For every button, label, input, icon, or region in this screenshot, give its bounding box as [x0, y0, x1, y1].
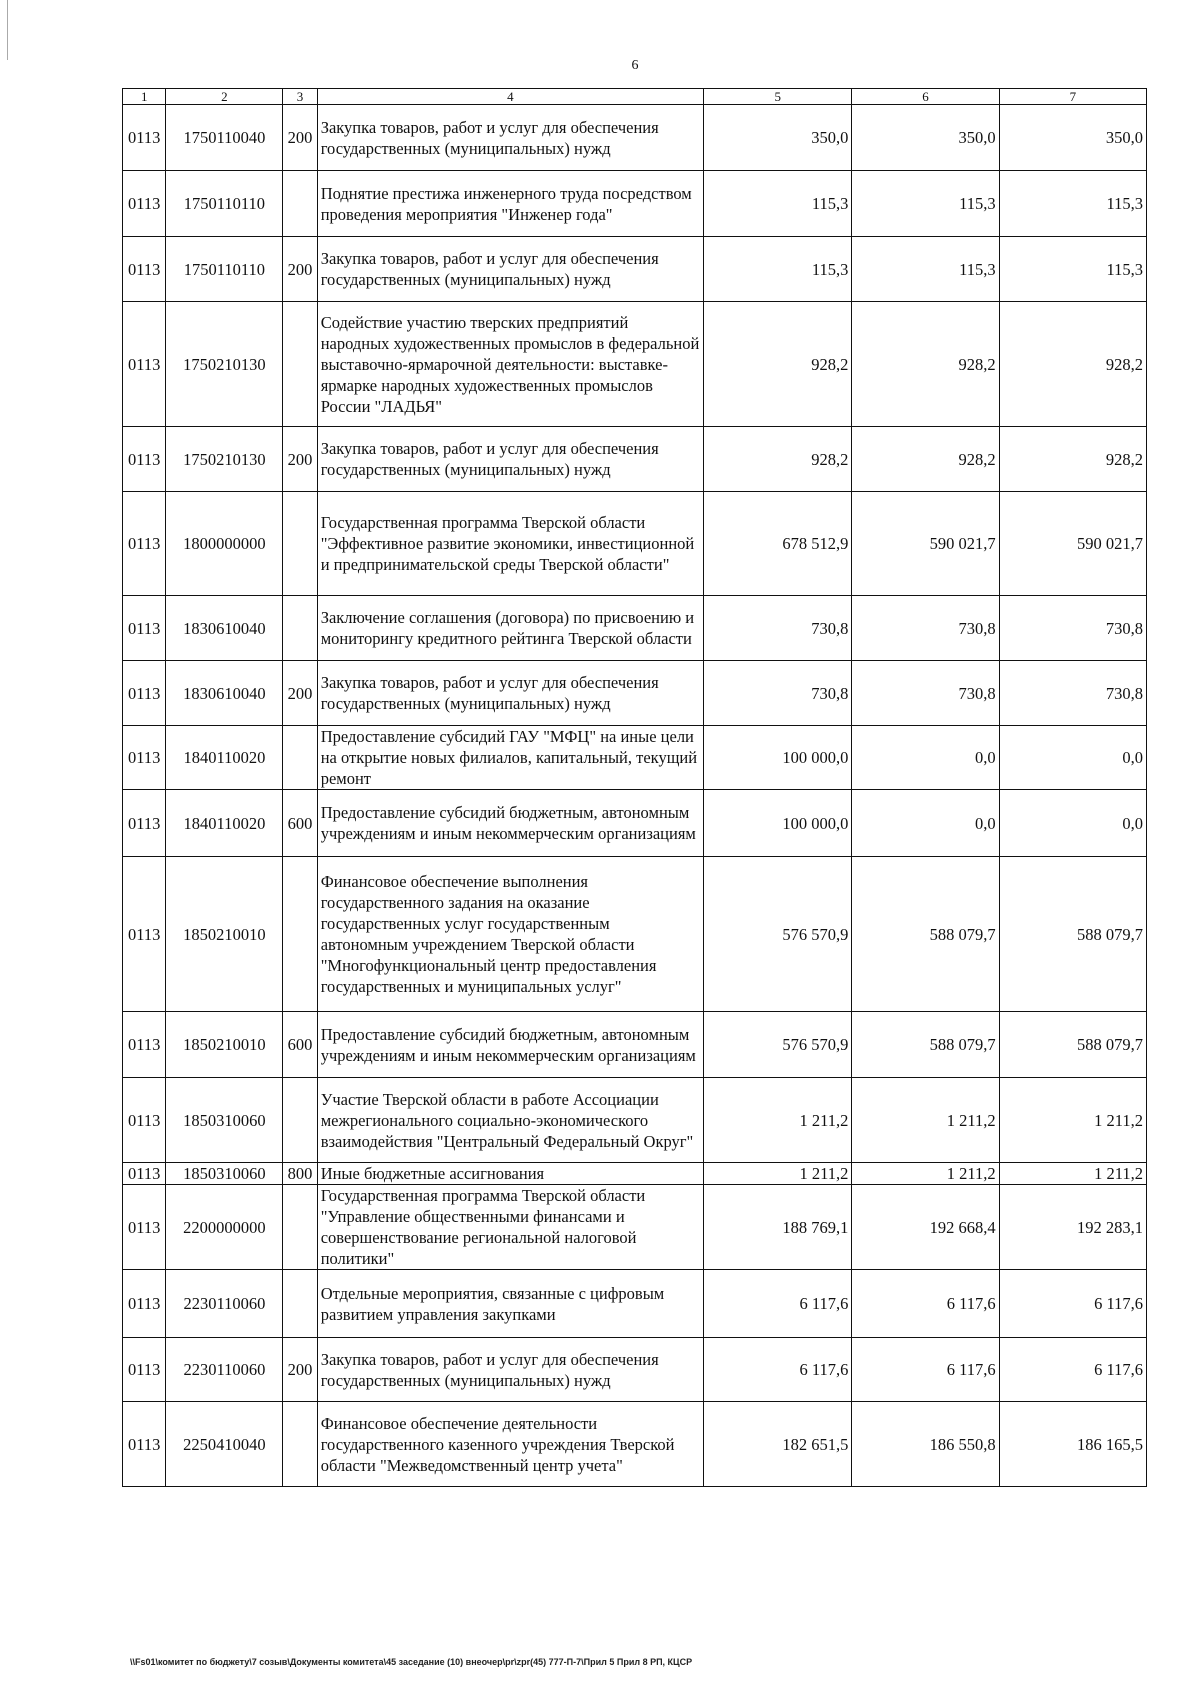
table-row: [123, 1078, 1147, 1163]
cell-amount-col5: 678 512,9: [704, 492, 852, 596]
cell-target-code: 1840110020: [166, 726, 283, 790]
cell-section: 0113: [123, 171, 166, 237]
scan-edge-line: [7, 0, 8, 60]
cell-amount-col6: 115,3: [852, 237, 999, 302]
cell-name: Отдельные мероприятия, связанные с цифровым развитием управления закупками: [317, 1270, 703, 1338]
cell-expense-type: [283, 1078, 317, 1163]
cell-expense-type: 200: [283, 237, 317, 302]
cell-section: 0113: [123, 790, 166, 857]
cell-amount-col5: 730,8: [704, 661, 852, 726]
cell-amount-col7: 928,2: [999, 302, 1146, 427]
column-header-4: 4: [317, 89, 703, 105]
cell-name: Закупка товаров, работ и услуг для обеспечения государственных (муниципальных) нужд: [317, 1338, 703, 1402]
table-row: [123, 1402, 1147, 1487]
cell-expense-type: 200: [283, 1338, 317, 1402]
cell-target-code: 1830610040: [166, 661, 283, 726]
cell-section: 0113: [123, 237, 166, 302]
cell-amount-col7: 350,0: [999, 105, 1146, 171]
cell-target-code: 1850210010: [166, 1012, 283, 1078]
cell-expense-type: 600: [283, 1012, 317, 1078]
cell-amount-col7: 1 211,2: [999, 1078, 1146, 1163]
cell-target-code: 2250410040: [166, 1402, 283, 1487]
cell-amount-col7: 115,3: [999, 237, 1146, 302]
page-number: 6: [631, 58, 639, 73]
table-body: [123, 105, 1147, 1487]
cell-expense-type: [283, 726, 317, 790]
table-row: [123, 427, 1147, 492]
cell-amount-col6: 0,0: [852, 790, 999, 857]
cell-section: 0113: [123, 661, 166, 726]
column-header-3: 3: [283, 89, 317, 105]
cell-amount-col6: 186 550,8: [852, 1402, 999, 1487]
table-row: [123, 492, 1147, 596]
cell-amount-col6: 730,8: [852, 596, 999, 661]
table-row: [123, 1185, 1147, 1270]
cell-section: 0113: [123, 596, 166, 661]
cell-name: Финансовое обеспечение выполнения государственного задания на оказание государственных услуг государственным автономным учреждением Тверской области "Многофункциональный центр предоставления государственных и муниципальных услуг": [317, 857, 703, 1012]
cell-expense-type: 800: [283, 1163, 317, 1185]
table-row: [123, 661, 1147, 726]
cell-amount-col7: 0,0: [999, 790, 1146, 857]
cell-name: Предоставление субсидий бюджетным, автономным учреждениям и иным некоммерческим организациям: [317, 790, 703, 857]
cell-name: Заключение соглашения (договора) по присвоению и мониторингу кредитного рейтинга Тверской области: [317, 596, 703, 661]
cell-amount-col5: 576 570,9: [704, 857, 852, 1012]
cell-amount-col7: 590 021,7: [999, 492, 1146, 596]
table-header: [123, 89, 1147, 105]
cell-name: Государственная программа Тверской области "Управление общественными финансами и совершенствование региональной налоговой политики": [317, 1185, 703, 1270]
cell-target-code: 1850310060: [166, 1163, 283, 1185]
cell-name: Содействие участию тверских предприятий народных художественных промыслов в федеральной выставочно-ярмарочной деятельности: выставке-ярмарке народных художественных промыслов России "ЛАДЬЯ": [317, 302, 703, 427]
table-row: [123, 1163, 1147, 1185]
cell-expense-type: [283, 857, 317, 1012]
table-row: [123, 302, 1147, 427]
cell-target-code: 1850310060: [166, 1078, 283, 1163]
cell-amount-col5: 350,0: [704, 105, 852, 171]
column-header-5: 5: [704, 89, 852, 105]
cell-amount-col6: 1 211,2: [852, 1078, 999, 1163]
cell-target-code: 2230110060: [166, 1270, 283, 1338]
cell-amount-col5: 1 211,2: [704, 1078, 852, 1163]
cell-amount-col7: 6 117,6: [999, 1270, 1146, 1338]
cell-amount-col5: 730,8: [704, 596, 852, 661]
cell-amount-col5: 115,3: [704, 171, 852, 237]
table-row: [123, 171, 1147, 237]
cell-expense-type: [283, 171, 317, 237]
column-header-1: 1: [123, 89, 166, 105]
cell-amount-col5: 576 570,9: [704, 1012, 852, 1078]
budget-table: [122, 88, 1147, 1487]
cell-section: 0113: [123, 427, 166, 492]
cell-expense-type: [283, 1402, 317, 1487]
cell-expense-type: [283, 596, 317, 661]
cell-expense-type: 200: [283, 105, 317, 171]
cell-section: 0113: [123, 1078, 166, 1163]
cell-name: Предоставление субсидий ГАУ "МФЦ" на иные цели на открытие новых филиалов, капитальный, текущий ремонт: [317, 726, 703, 790]
table-row: [123, 237, 1147, 302]
cell-target-code: 1850210010: [166, 857, 283, 1012]
cell-section: 0113: [123, 857, 166, 1012]
cell-target-code: 1800000000: [166, 492, 283, 596]
column-header-7: 7: [999, 89, 1146, 105]
cell-amount-col7: 588 079,7: [999, 1012, 1146, 1078]
cell-target-code: 1750110110: [166, 171, 283, 237]
cell-expense-type: [283, 1185, 317, 1270]
cell-section: 0113: [123, 1402, 166, 1487]
cell-target-code: 2230110060: [166, 1338, 283, 1402]
column-header-2: 2: [166, 89, 283, 105]
cell-name: Участие Тверской области в работе Ассоциации межрегионального социально-экономического взаимодействия "Центральный Федеральный Округ": [317, 1078, 703, 1163]
cell-name: Закупка товаров, работ и услуг для обеспечения государственных (муниципальных) нужд: [317, 427, 703, 492]
cell-section: 0113: [123, 492, 166, 596]
table-row: [123, 1338, 1147, 1402]
cell-amount-col6: 588 079,7: [852, 857, 999, 1012]
cell-name: Поднятие престижа инженерного труда посредством проведения мероприятия "Инженер года": [317, 171, 703, 237]
cell-amount-col5: 115,3: [704, 237, 852, 302]
cell-expense-type: [283, 492, 317, 596]
cell-amount-col6: 928,2: [852, 302, 999, 427]
cell-target-code: 1750110040: [166, 105, 283, 171]
cell-amount-col6: 588 079,7: [852, 1012, 999, 1078]
cell-expense-type: [283, 1270, 317, 1338]
cell-amount-col5: 100 000,0: [704, 790, 852, 857]
cell-amount-col6: 730,8: [852, 661, 999, 726]
cell-amount-col5: 188 769,1: [704, 1185, 852, 1270]
table-row: [123, 1012, 1147, 1078]
table-row: [123, 596, 1147, 661]
cell-name: Закупка товаров, работ и услуг для обеспечения государственных (муниципальных) нужд: [317, 661, 703, 726]
cell-amount-col5: 6 117,6: [704, 1338, 852, 1402]
cell-amount-col5: 1 211,2: [704, 1163, 852, 1185]
cell-section: 0113: [123, 1012, 166, 1078]
table-row: [123, 105, 1147, 171]
cell-amount-col7: 588 079,7: [999, 857, 1146, 1012]
cell-name: Предоставление субсидий бюджетным, автономным учреждениям и иным некоммерческим организациям: [317, 1012, 703, 1078]
cell-target-code: 2200000000: [166, 1185, 283, 1270]
cell-name: Финансовое обеспечение деятельности государственного казенного учреждения Тверской области "Межведомственный центр учета": [317, 1402, 703, 1487]
cell-target-code: 1840110020: [166, 790, 283, 857]
table-row: [123, 857, 1147, 1012]
cell-amount-col6: 6 117,6: [852, 1270, 999, 1338]
footer-file-path: \\Fs01\комитет по бюджету\7 созыв\Документы комитета\45 заседание (10) внеочер\pr\zpr(45) 777-П-7\Прил 5 Прил 8 РП, КЦСР: [130, 1657, 693, 1667]
cell-expense-type: 200: [283, 427, 317, 492]
cell-amount-col7: 730,8: [999, 661, 1146, 726]
cell-target-code: 1750110110: [166, 237, 283, 302]
cell-amount-col6: 115,3: [852, 171, 999, 237]
cell-amount-col6: 1 211,2: [852, 1163, 999, 1185]
cell-amount-col5: 182 651,5: [704, 1402, 852, 1487]
cell-name: Иные бюджетные ассигнования: [317, 1163, 703, 1185]
cell-target-code: 1830610040: [166, 596, 283, 661]
table-row: [123, 790, 1147, 857]
cell-expense-type: [283, 302, 317, 427]
table-row: [123, 726, 1147, 790]
table-row: [123, 1270, 1147, 1338]
cell-amount-col7: 0,0: [999, 726, 1146, 790]
cell-amount-col6: 928,2: [852, 427, 999, 492]
cell-name: Закупка товаров, работ и услуг для обеспечения государственных (муниципальных) нужд: [317, 237, 703, 302]
cell-target-code: 1750210130: [166, 302, 283, 427]
cell-amount-col5: 100 000,0: [704, 726, 852, 790]
cell-expense-type: 600: [283, 790, 317, 857]
cell-amount-col5: 928,2: [704, 427, 852, 492]
cell-amount-col6: 192 668,4: [852, 1185, 999, 1270]
column-header-6: 6: [852, 89, 999, 105]
cell-section: 0113: [123, 1163, 166, 1185]
cell-target-code: 1750210130: [166, 427, 283, 492]
cell-amount-col7: 6 117,6: [999, 1338, 1146, 1402]
cell-amount-col5: 928,2: [704, 302, 852, 427]
cell-amount-col7: 730,8: [999, 596, 1146, 661]
cell-amount-col5: 6 117,6: [704, 1270, 852, 1338]
cell-section: 0113: [123, 105, 166, 171]
cell-amount-col7: 928,2: [999, 427, 1146, 492]
cell-amount-col7: 1 211,2: [999, 1163, 1146, 1185]
cell-amount-col7: 115,3: [999, 171, 1146, 237]
cell-amount-col6: 6 117,6: [852, 1338, 999, 1402]
cell-amount-col6: 590 021,7: [852, 492, 999, 596]
cell-expense-type: 200: [283, 661, 317, 726]
cell-name: Закупка товаров, работ и услуг для обеспечения государственных (муниципальных) нужд: [317, 105, 703, 171]
cell-name: Государственная программа Тверской области "Эффективное развитие экономики, инвестиционной и предпринимательской среды Тверской области": [317, 492, 703, 596]
cell-section: 0113: [123, 302, 166, 427]
cell-section: 0113: [123, 1185, 166, 1270]
cell-amount-col7: 192 283,1: [999, 1185, 1146, 1270]
cell-amount-col7: 186 165,5: [999, 1402, 1146, 1487]
cell-section: 0113: [123, 1338, 166, 1402]
cell-amount-col6: 350,0: [852, 105, 999, 171]
cell-section: 0113: [123, 726, 166, 790]
cell-amount-col6: 0,0: [852, 726, 999, 790]
cell-section: 0113: [123, 1270, 166, 1338]
